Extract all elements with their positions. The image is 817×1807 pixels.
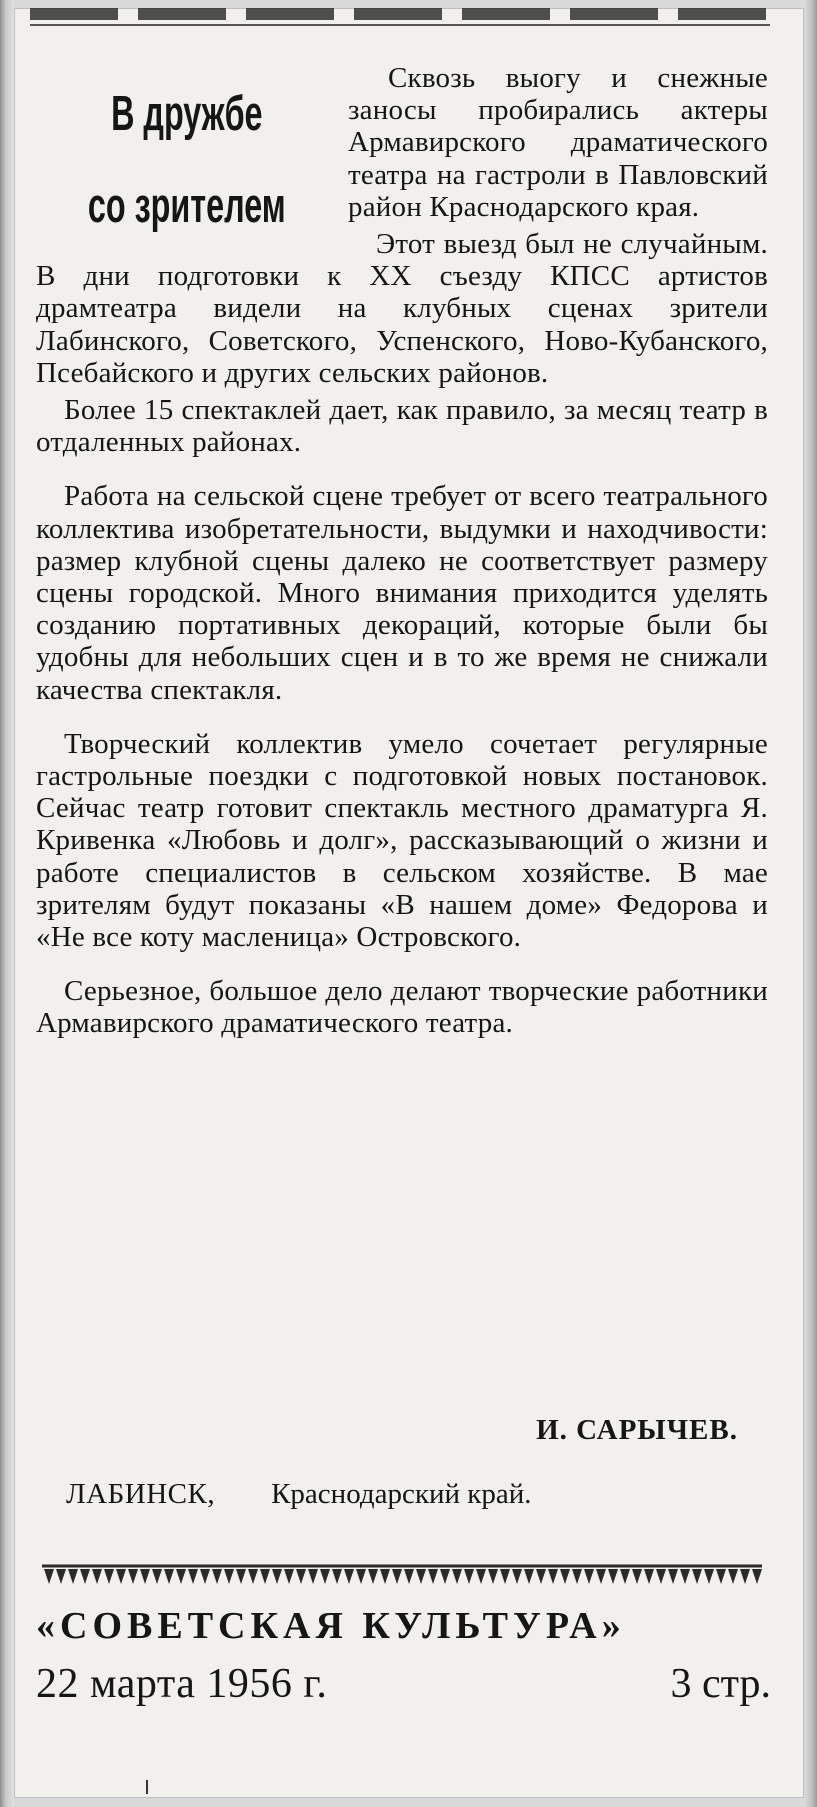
paragraph-2: Этот выезд был не случайным. В дни подготовки к XX съезду КПСС артистов драмтеатра видели на клубных сценах зрители Лабинского, Советского, Успенского, Ново-Кубанского, Псебайского и других сельских районов. (36, 228, 768, 389)
dateline (66, 1478, 531, 1511)
page-number: 3 стр. (670, 1661, 771, 1707)
paragraph-5: Творческий коллектив умело сочетает регулярные гастрольные поездки с подготовкой новых постановок. Сейчас театр готовит спектакль местного драматурга Я. Кривенка «Любовь и долг», рассказывающий о жизни и работе специалистов в сельском хозяйстве. В мае зрителям будут показаны «В нашем доме» Федорова и «Не все коту масленица» Островского. (36, 727, 768, 954)
headline (36, 68, 286, 252)
dateline-region: Краснодарский край. (271, 1478, 532, 1510)
newspaper-name: «СОВЕТСКАЯ КУЛЬТУРА» (36, 1605, 626, 1647)
top-border-line (30, 24, 770, 26)
paragraph-6: Серьезное, большое дело делают творческие работники Армавирского драматического театра. (36, 975, 768, 1040)
headline-line-1: В дружбе (111, 87, 263, 141)
ornamental-divider (42, 1562, 762, 1588)
scan-speck (146, 1780, 148, 1794)
paragraph-4: Работа на сельской сцене требует от всего театрального коллектива изобретательности, выдумки и находчивости: размер клубной сцены далеко не соответствует размеру сцены городской. Много внимания приходится уделять созданию портативных декораций, которые были бы удобны для небольших сцен и в то же время не снижали качества спектакля. (36, 480, 768, 706)
paragraph-1: Сквозь выогу и снежные заносы пробирались актеры Армавирского драматического театра на гастроли в Павловский район Краснодарского края. (348, 62, 768, 223)
article (36, 62, 768, 1040)
headline-line-2: со зрителем (87, 179, 286, 233)
issue-date: 22 марта 1956 г. (36, 1661, 328, 1707)
scan-edge-left (0, 0, 14, 1807)
dateline-city: ЛАБИНСК, (66, 1478, 216, 1510)
scan-edge-right (804, 0, 817, 1807)
paragraph-3: Более 15 спектаклей дает, как правило, за месяц театр в отдаленных районах. (36, 394, 768, 459)
author-signature: И. САРЫЧЕВ. (536, 1414, 738, 1446)
top-border-rule (30, 8, 770, 20)
